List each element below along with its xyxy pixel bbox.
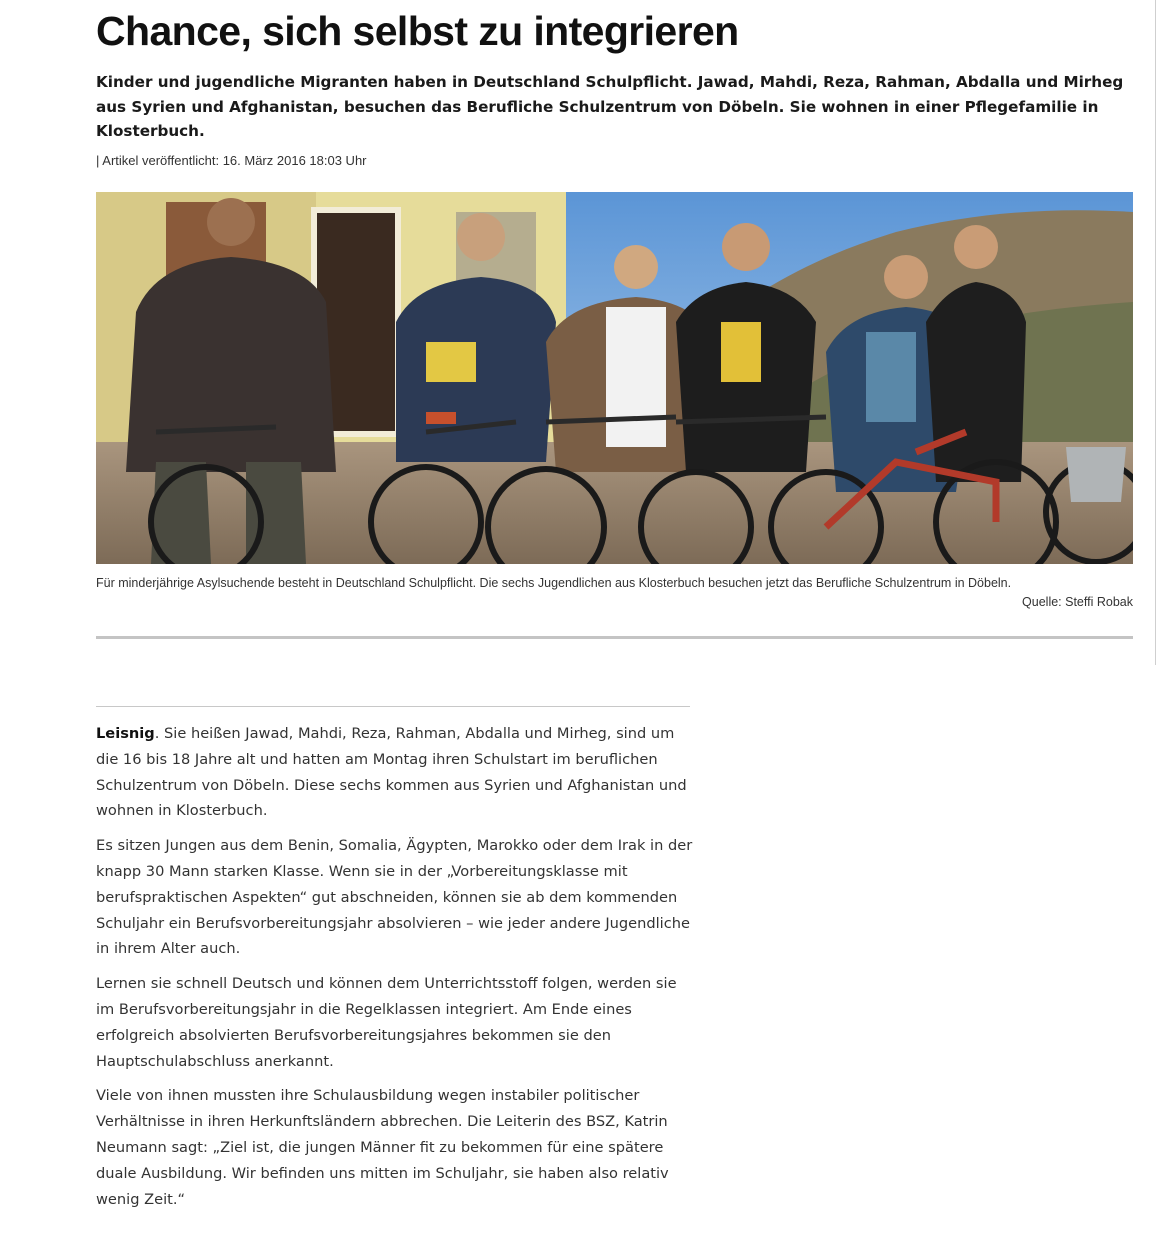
body-paragraph-1 bbox=[96, 721, 696, 824]
page-edge-rule bbox=[1155, 0, 1156, 665]
article-title: Chance, sich selbst zu integrieren bbox=[96, 8, 739, 54]
photo-caption: Für minderjährige Asylsuchende besteht in Deutschland Schulpflicht. Die sechs Jugendlichen aus Klosterbuch besuchen jetzt das Berufliche Schulzentrum in Döbeln. bbox=[96, 576, 1012, 590]
article-body bbox=[96, 721, 696, 1221]
body-paragraph-3: Lernen sie schnell Deutsch und können dem Unterrichtsstoff folgen, werden sie im Berufsvorbereitungsjahr in die Regelklassen integriert. Am Ende eines erfolgreich absolvierten Berufsvorbereitungsjahres bekommen sie den Hauptschulabschluss anerkannt. bbox=[96, 975, 677, 1070]
dateline: Leisnig bbox=[96, 725, 155, 742]
photo-credit: Quelle: Steffi Robak bbox=[1022, 595, 1133, 609]
publish-date: | Artikel veröffentlicht: 16. März 2016 18:03 Uhr bbox=[96, 153, 367, 168]
body-divider bbox=[96, 706, 690, 707]
article-photo[interactable] bbox=[96, 192, 1133, 564]
body-paragraph-4: Viele von ihnen mussten ihre Schulausbildung wegen instabiler politischer Verhältnisse in ihren Herkunftsländern abbrechen. Die Leiterin des BSZ, Katrin Neumann sagt: „Ziel ist, die jungen Männer fit zu bekommen für eine spätere duale Ausbildung. Wir befinden uns mitten im Schuljahr, sie haben also relativ wenig Zeit.“ bbox=[96, 1087, 669, 1208]
paragraph-text: . Sie heißen Jawad, Mahdi, Reza, Rahman, Abdalla und Mirheg, sind um die 16 bis 18 Jahre alt und hatten am Montag ihren Schulstart im beruflichen Schulzentrum von Döbeln. Diese sechs kommen aus Syrien und Afghanistan und wohnen in Klosterbuch. bbox=[96, 725, 687, 820]
article-lead: Kinder und jugendliche Migranten haben in Deutschland Schulpflicht. Jawad, Mahdi, Reza, Rahman, Abdalla und Mirheg aus Syrien und Afghanistan, besuchen das Berufliche Schulzentrum von Döbeln. Sie wohnen in einer Pflegefamilie in Klosterbuch. bbox=[96, 73, 1124, 140]
section-divider bbox=[96, 636, 1133, 639]
body-paragraph-2: Es sitzen Jungen aus dem Benin, Somalia, Ägypten, Marokko oder dem Irak in der knapp 30 Mann starken Klasse. Wenn sie in der „Vorbereitungsklasse mit berufspraktischen Aspekten“ gut abschneiden, können sie ab dem kommenden Schuljahr ein Berufsvorbereitungsjahr absolvieren – wie jeder andere Jugendliche in ihrem Alter auch. bbox=[96, 837, 693, 958]
